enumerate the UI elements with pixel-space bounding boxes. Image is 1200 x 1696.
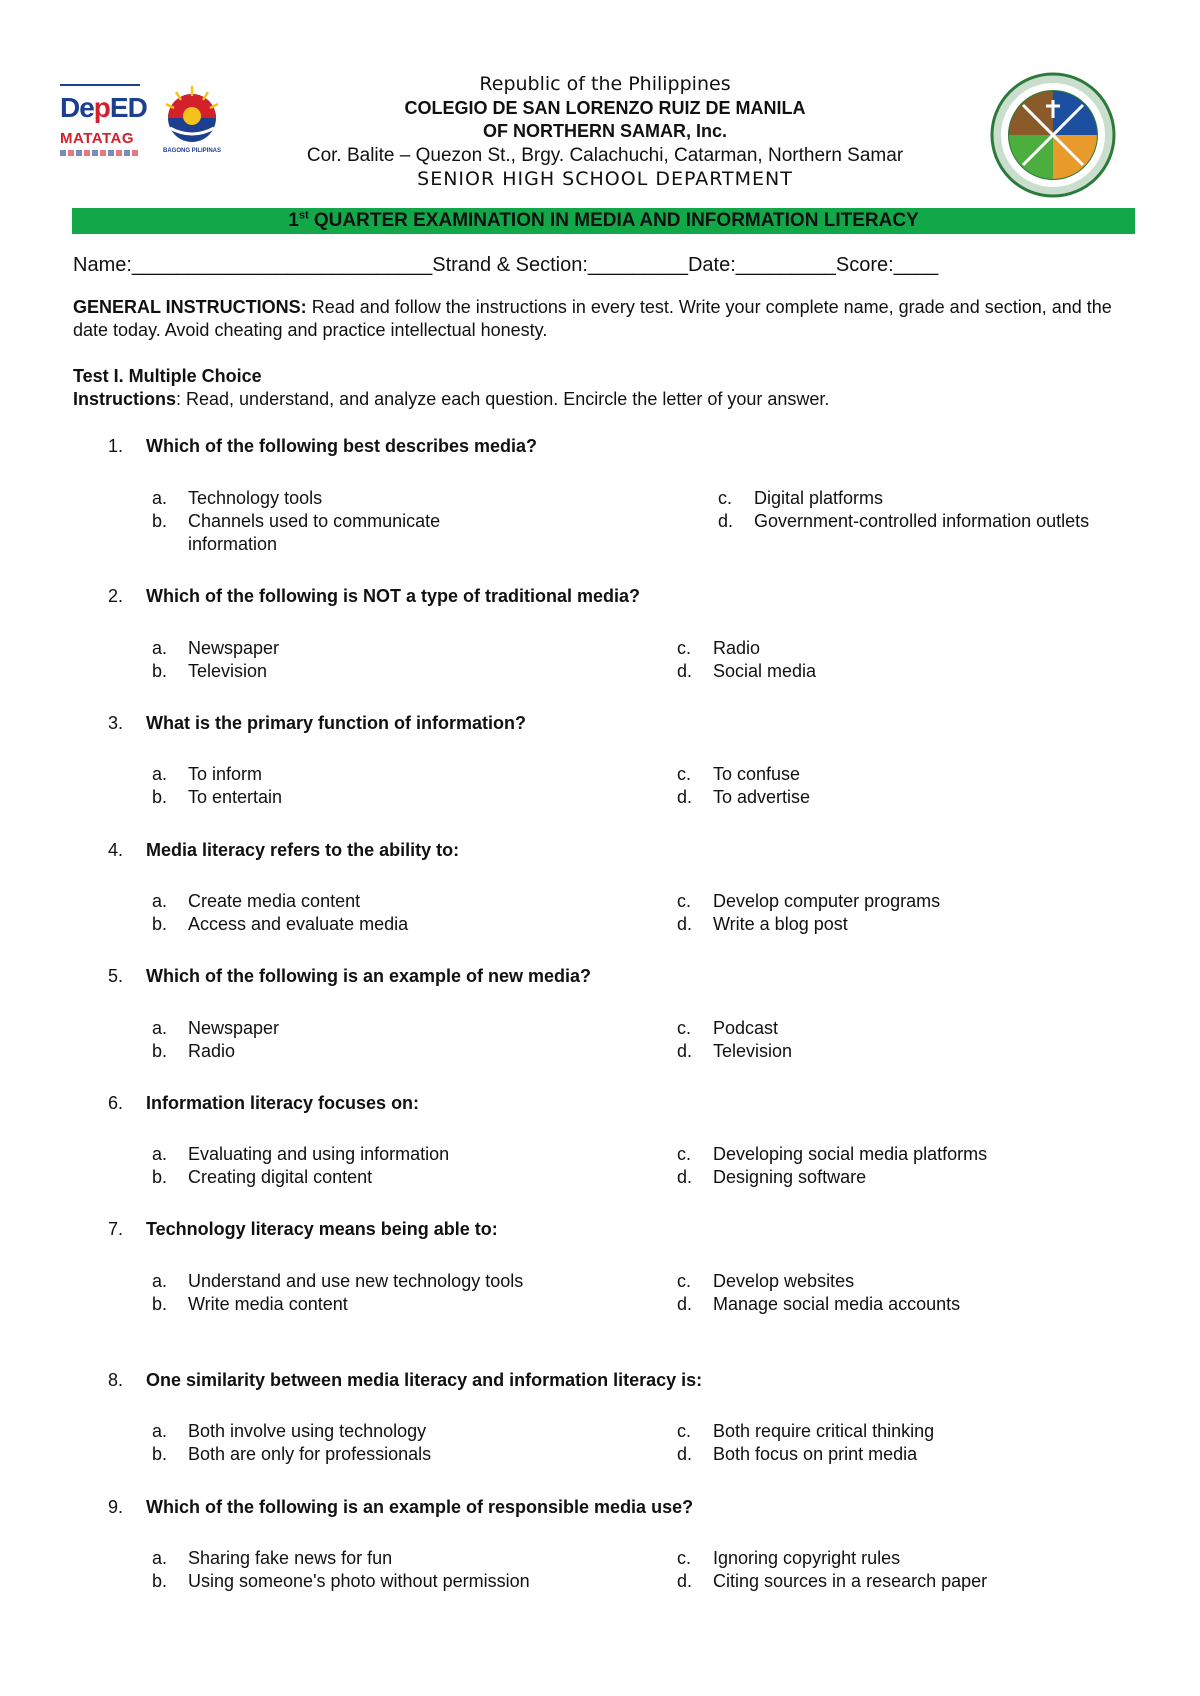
- question-item: 9. Which of the following is an example of responsible media use?: [108, 1497, 694, 1517]
- question-item: 7. Technology literacy means being able to:: [108, 1219, 498, 1239]
- option-a[interactable]: a. Understand and use new technology tools: [152, 1271, 524, 1291]
- school-seal-icon: [990, 72, 1116, 198]
- question-text: Technology literacy means being able to:: [146, 1219, 498, 1239]
- option-a[interactable]: a. Both involve using technology: [152, 1421, 427, 1441]
- question-text: Which of the following best describes media?: [146, 436, 538, 456]
- option-a[interactable]: a. Technology tools: [152, 488, 323, 508]
- bagong-pilipinas-logo: [152, 82, 232, 164]
- option-c[interactable]: c. Radio: [677, 638, 761, 658]
- bagong-pilipinas-caption: BAGONG PILIPINAS: [162, 148, 221, 154]
- option-b[interactable]: b. Radio: [152, 1041, 236, 1061]
- option-b[interactable]: b. To entertain: [152, 787, 283, 807]
- sun-emblem-icon: [152, 82, 232, 148]
- republic-line: Republic of the Philippines: [479, 73, 731, 95]
- option-d[interactable]: d. Designing software: [677, 1167, 867, 1187]
- school-name-line1: COLEGIO DE SAN LORENZO RUIZ DE MANILA: [404, 98, 806, 118]
- option-c[interactable]: c. Podcast: [677, 1018, 779, 1038]
- option-c[interactable]: c. Develop websites: [677, 1271, 855, 1291]
- school-seal-logo: [990, 72, 1116, 198]
- general-instructions: [73, 296, 1133, 342]
- option-a[interactable]: a. Newspaper: [152, 638, 280, 658]
- test-instructions-label: Instructions: [73, 389, 177, 409]
- option-a[interactable]: a. To inform: [152, 764, 263, 784]
- matatag-logo-text: MATATAG: [60, 130, 135, 147]
- option-d[interactable]: d. Government-controlled information outlets: [718, 511, 1090, 531]
- option-c[interactable]: c. Ignoring copyright rules: [677, 1548, 901, 1568]
- option-d[interactable]: d. Social media: [677, 661, 817, 681]
- question-text: Information literacy focuses on:: [146, 1093, 420, 1113]
- option-c[interactable]: c. Digital platforms: [718, 488, 884, 508]
- option-a[interactable]: a. Newspaper: [152, 1018, 280, 1038]
- option-b[interactable]: b. Channels used to communicate information: [152, 511, 441, 554]
- question-text: Which of the following is an example of responsible media use?: [146, 1497, 694, 1517]
- question-text: One similarity between media literacy and information literacy is:: [146, 1370, 703, 1390]
- option-a[interactable]: a. Sharing fake news for fun: [152, 1548, 393, 1568]
- general-instructions-label: GENERAL INSTRUCTIONS:: [73, 297, 307, 317]
- test-instructions: [73, 389, 829, 410]
- general-instructions-text: Read and follow the instructions in every test. Write your complete name, grade and section, and the date today. Avoid cheating and practice intellectual honesty.: [73, 297, 1112, 340]
- option-b[interactable]: b. Using someone's photo without permission: [152, 1571, 530, 1591]
- option-b[interactable]: b. Write media content: [152, 1294, 348, 1314]
- option-c[interactable]: c. Both require critical thinking: [677, 1421, 935, 1441]
- test-instructions-text: : Read, understand, and analyze each question. Encircle the letter of your answer.: [176, 389, 830, 409]
- option-b[interactable]: b. Access and evaluate media: [152, 914, 409, 934]
- question-item: 1. Which of the following best describes media?: [108, 436, 538, 456]
- header-logos-left: [58, 82, 238, 164]
- question-item: 8. One similarity between media literacy and information literacy is:: [108, 1370, 703, 1390]
- option-b[interactable]: b. Both are only for professionals: [152, 1444, 432, 1464]
- school-address: Cor. Balite – Quezon St., Brgy. Calachuchi, Catarman, Northern Samar: [306, 145, 904, 166]
- exam-title-sup: st: [298, 209, 309, 222]
- option-a[interactable]: a. Evaluating and using information: [152, 1144, 450, 1164]
- option-b[interactable]: b. Creating digital content: [152, 1167, 373, 1187]
- option-d[interactable]: d. Television: [677, 1041, 793, 1061]
- name-fields-line[interactable]: Name:___________________________Strand & Section:_________Date:_________Score:____: [73, 254, 939, 276]
- test-title: Test I. Multiple Choice: [73, 366, 262, 386]
- deped-logo-text: DepED: [60, 92, 147, 123]
- option-d[interactable]: d. To advertise: [677, 787, 811, 807]
- deped-matatag-logo: [58, 82, 147, 164]
- question-text: Which of the following is an example of new media?: [146, 966, 592, 986]
- question-text: Which of the following is NOT a type of traditional media?: [146, 586, 641, 606]
- option-c[interactable]: c. Develop computer programs: [677, 891, 941, 911]
- question-item: 2. Which of the following is NOT a type of traditional media?: [108, 586, 641, 606]
- option-a[interactable]: a. Create media content: [152, 891, 361, 911]
- question-item: 6. Information literacy focuses on:: [108, 1093, 420, 1113]
- question-item: 3. What is the primary function of information?: [108, 713, 526, 733]
- school-name-line2: OF NORTHERN SAMAR, Inc.: [482, 121, 727, 141]
- option-d[interactable]: d. Write a blog post: [677, 914, 848, 934]
- question-item: 5. Which of the following is an example of new media?: [108, 966, 592, 986]
- exam-title-text: QUARTER EXAMINATION IN MEDIA AND INFORMATION LITERACY: [308, 210, 919, 231]
- option-d[interactable]: d. Manage social media accounts: [677, 1294, 961, 1314]
- exam-title-prefix: 1: [288, 210, 299, 231]
- option-d[interactable]: d. Citing sources in a research paper: [677, 1571, 988, 1591]
- department-name: SENIOR HIGH SCHOOL DEPARTMENT: [417, 168, 793, 190]
- question-text: What is the primary function of information?: [146, 713, 526, 733]
- option-c[interactable]: c. Developing social media platforms: [677, 1144, 988, 1164]
- option-c[interactable]: c. To confuse: [677, 764, 801, 784]
- option-d[interactable]: d. Both focus on print media: [677, 1444, 918, 1464]
- question-item: 4. Media literacy refers to the ability to:: [108, 840, 460, 860]
- option-b[interactable]: b. Television: [152, 661, 268, 681]
- question-text: Media literacy refers to the ability to:: [146, 840, 460, 860]
- exam-title-bar: [72, 208, 1135, 234]
